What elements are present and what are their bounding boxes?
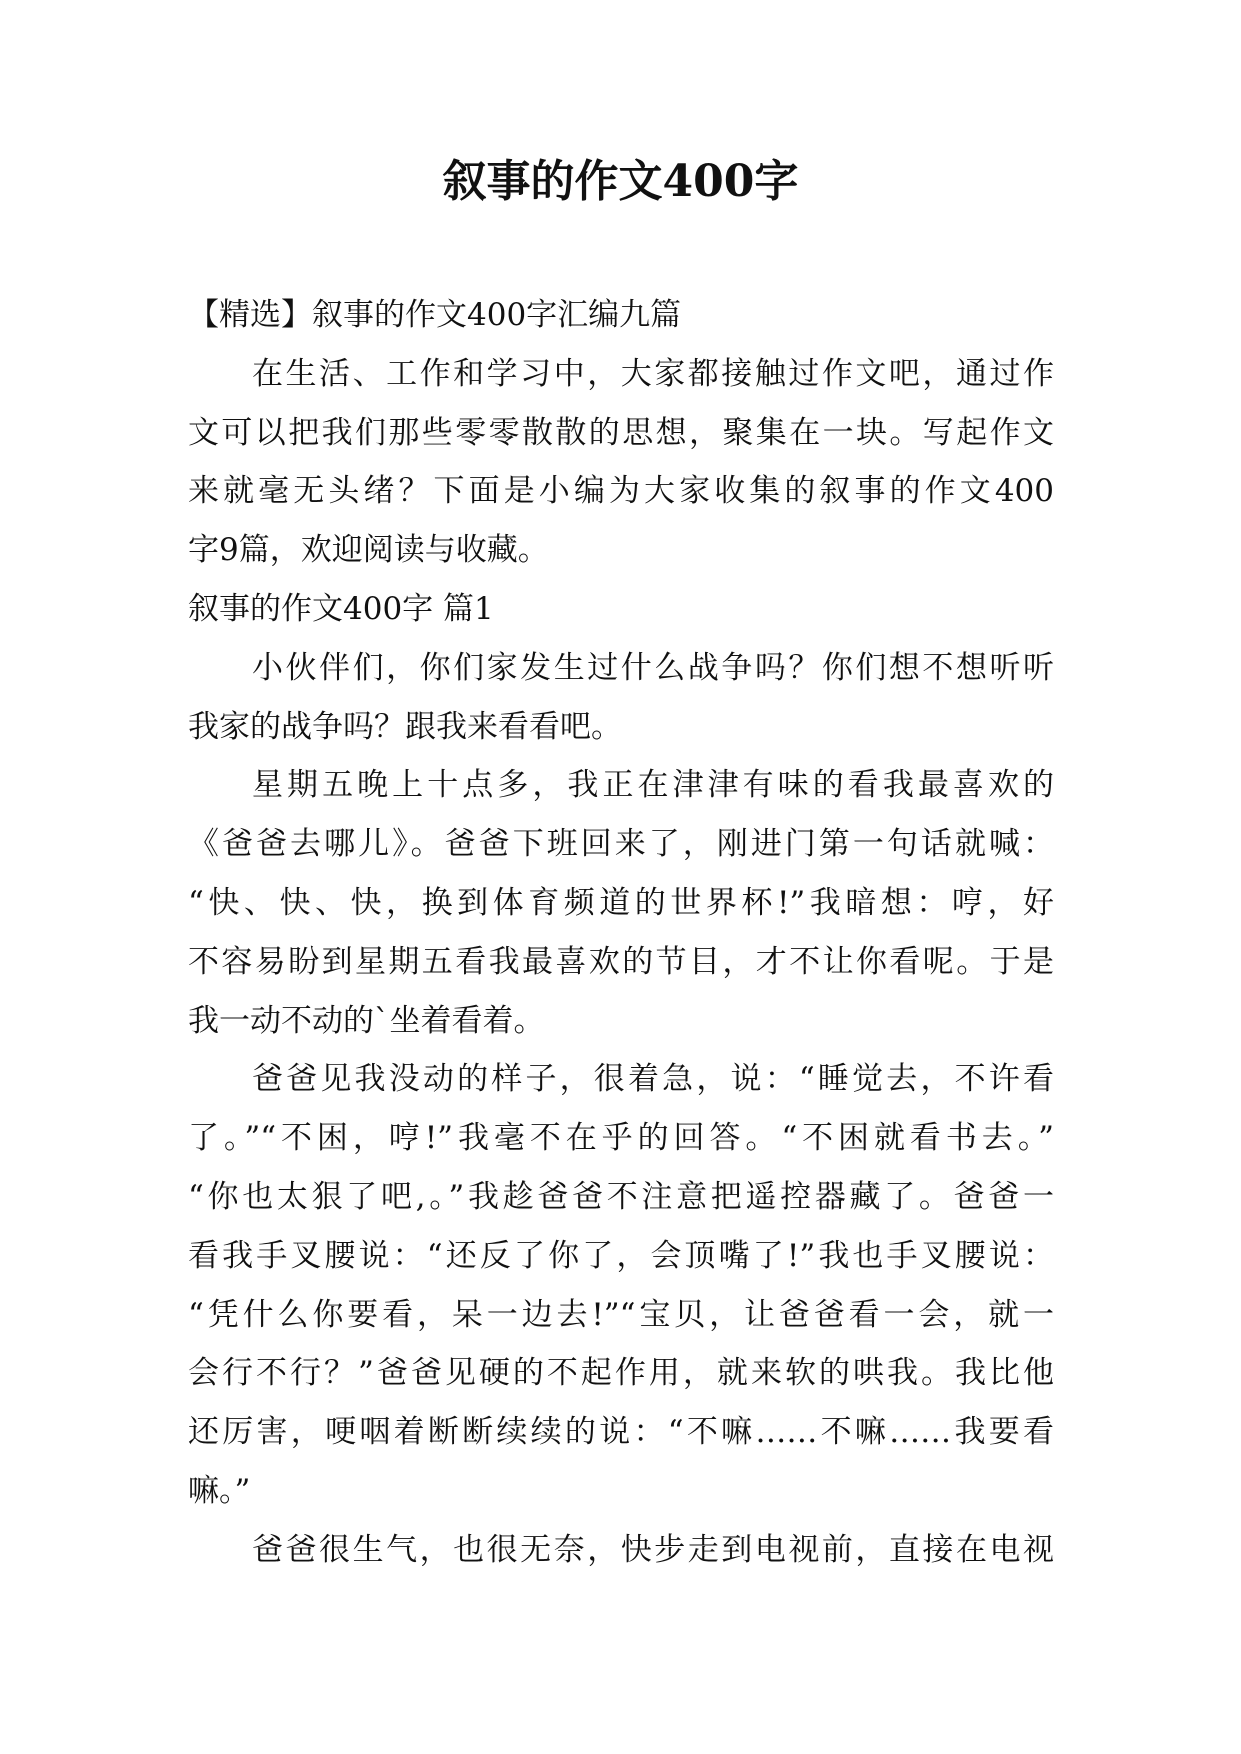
paragraph-line: 爸爸很生气，也很无奈，快步走到电视前，直接在电视 [252,1531,1054,1568]
paragraph-line: “你也太狠了吧,。”我趁爸爸不注意把遥控器藏了。爸爸一 [188,1178,1054,1215]
paragraph-2 [188,756,1054,1050]
document-body [188,286,1054,1580]
paragraph-line: 小伙伴们，你们家发生过什么战争吗？你们想不想听听 [252,649,1054,686]
paragraph-line: “凭什么你要看，呆一边去!”“宝贝，让爸爸看一会，就一 [188,1296,1054,1333]
intro-line: 文可以把我们那些零零散散的思想，聚集在一块。写起作文 [188,414,1054,451]
paragraph-line: 我家的战争吗？跟我来看看吧。 [188,708,622,745]
document-subtitle: 【精选】叙事的作文400字汇编九篇 [188,297,682,333]
document-title: 叙事的作文400字 [442,156,799,207]
paragraph-4 [188,1521,1054,1580]
intro-line: 字9篇，欢迎阅读与收藏。 [188,532,549,569]
paragraph-line: 还厉害，哽咽着断断续续的说：“不嘛……不嘛……我要看 [188,1414,1054,1451]
paragraph-line: 嘛。” [188,1472,251,1509]
paragraph-line: 《爸爸去哪儿》。爸爸下班回来了，刚进门第一句话就喊： [188,826,1054,863]
paragraph-line: 不容易盼到星期五看我最喜欢的节目，才不让你看呢。于是 [188,943,1054,980]
paragraph-line: 爸爸见我没动的样子，很着急，说：“睡觉去，不许看 [252,1061,1054,1098]
paragraph-line: 星期五晚上十点多，我正在津津有味的看我最喜欢的 [252,767,1054,804]
paragraph-line: 会行不行？”爸爸见硬的不起作用，就来软的哄我。我比他 [188,1355,1054,1392]
intro-line: 来就毫无头绪？下面是小编为大家收集的叙事的作文400 [188,473,1054,510]
paragraph-line: 我一动不动的`坐着看着。 [188,1002,545,1039]
paragraph-1 [188,639,1054,757]
intro-line: 在生活、工作和学习中，大家都接触过作文吧，通过作 [252,355,1054,392]
paragraph-line: “快、快、快，换到体育频道的世界杯!”我暗想：哼，好 [188,884,1054,921]
paragraph-line: 了。”“不困，哼!”我毫不在乎的回答。“不困就看书去。” [188,1120,1054,1157]
paragraph-3 [188,1050,1054,1520]
intro-paragraph [188,345,1054,580]
paragraph-line: 看我手叉腰说：“还反了你了，会顶嘴了!”我也手叉腰说： [188,1237,1054,1274]
section-heading: 叙事的作文400字 篇1 [188,590,494,627]
